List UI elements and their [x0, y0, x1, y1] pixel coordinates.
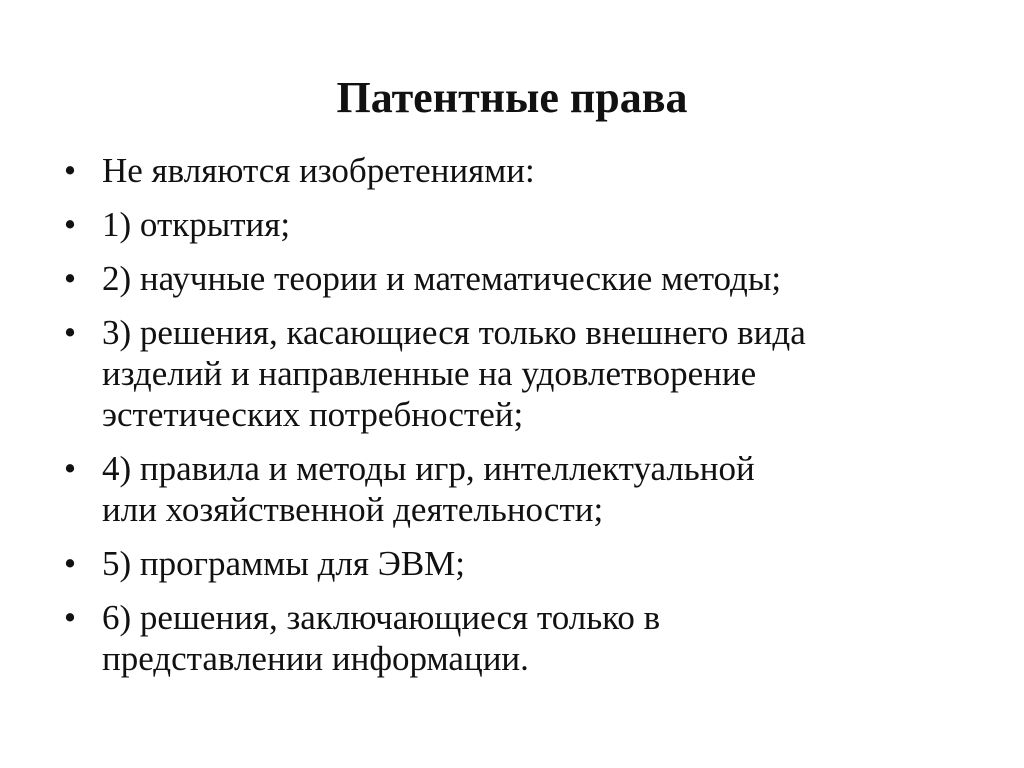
bullet-icon: •	[63, 205, 77, 244]
bullet-item	[60, 543, 990, 584]
bullet-icon: •	[63, 259, 77, 298]
bullet-text: 2) научные теории и математические методы;	[102, 259, 782, 298]
bullet-text: 1) открытия;	[102, 205, 291, 244]
bullet-text: или хозяйственной деятельности;	[102, 490, 604, 529]
bullet-icon: •	[63, 313, 77, 352]
slide-title: Патентные права	[336, 73, 688, 122]
bullet-text: 5) программы для ЭВМ;	[102, 544, 466, 583]
bullet-text: 6) решения, заключающиеся только в	[102, 598, 661, 637]
bullet-text: Не являются изобретениями:	[102, 151, 535, 190]
bullet-icon: •	[63, 598, 77, 637]
bullet-list	[60, 150, 990, 692]
bullet-icon: •	[63, 151, 77, 190]
bullet-text: 3) решения, касающиеся только внешнего вида	[102, 313, 806, 352]
bullet-text: представлении информации.	[102, 639, 529, 678]
bullet-item	[60, 312, 990, 435]
bullet-text: изделий и направленные на удовлетворение	[102, 354, 757, 393]
bullet-item	[60, 204, 990, 245]
bullet-item	[60, 150, 990, 191]
bullet-icon: •	[63, 544, 77, 583]
bullet-icon: •	[63, 449, 77, 488]
bullet-item	[60, 597, 990, 679]
bullet-item	[60, 448, 990, 530]
bullet-text: эстетических потребностей;	[102, 395, 524, 434]
bullet-text: 4) правила и методы игр, интеллектуальной	[102, 449, 755, 488]
bullet-item	[60, 258, 990, 299]
